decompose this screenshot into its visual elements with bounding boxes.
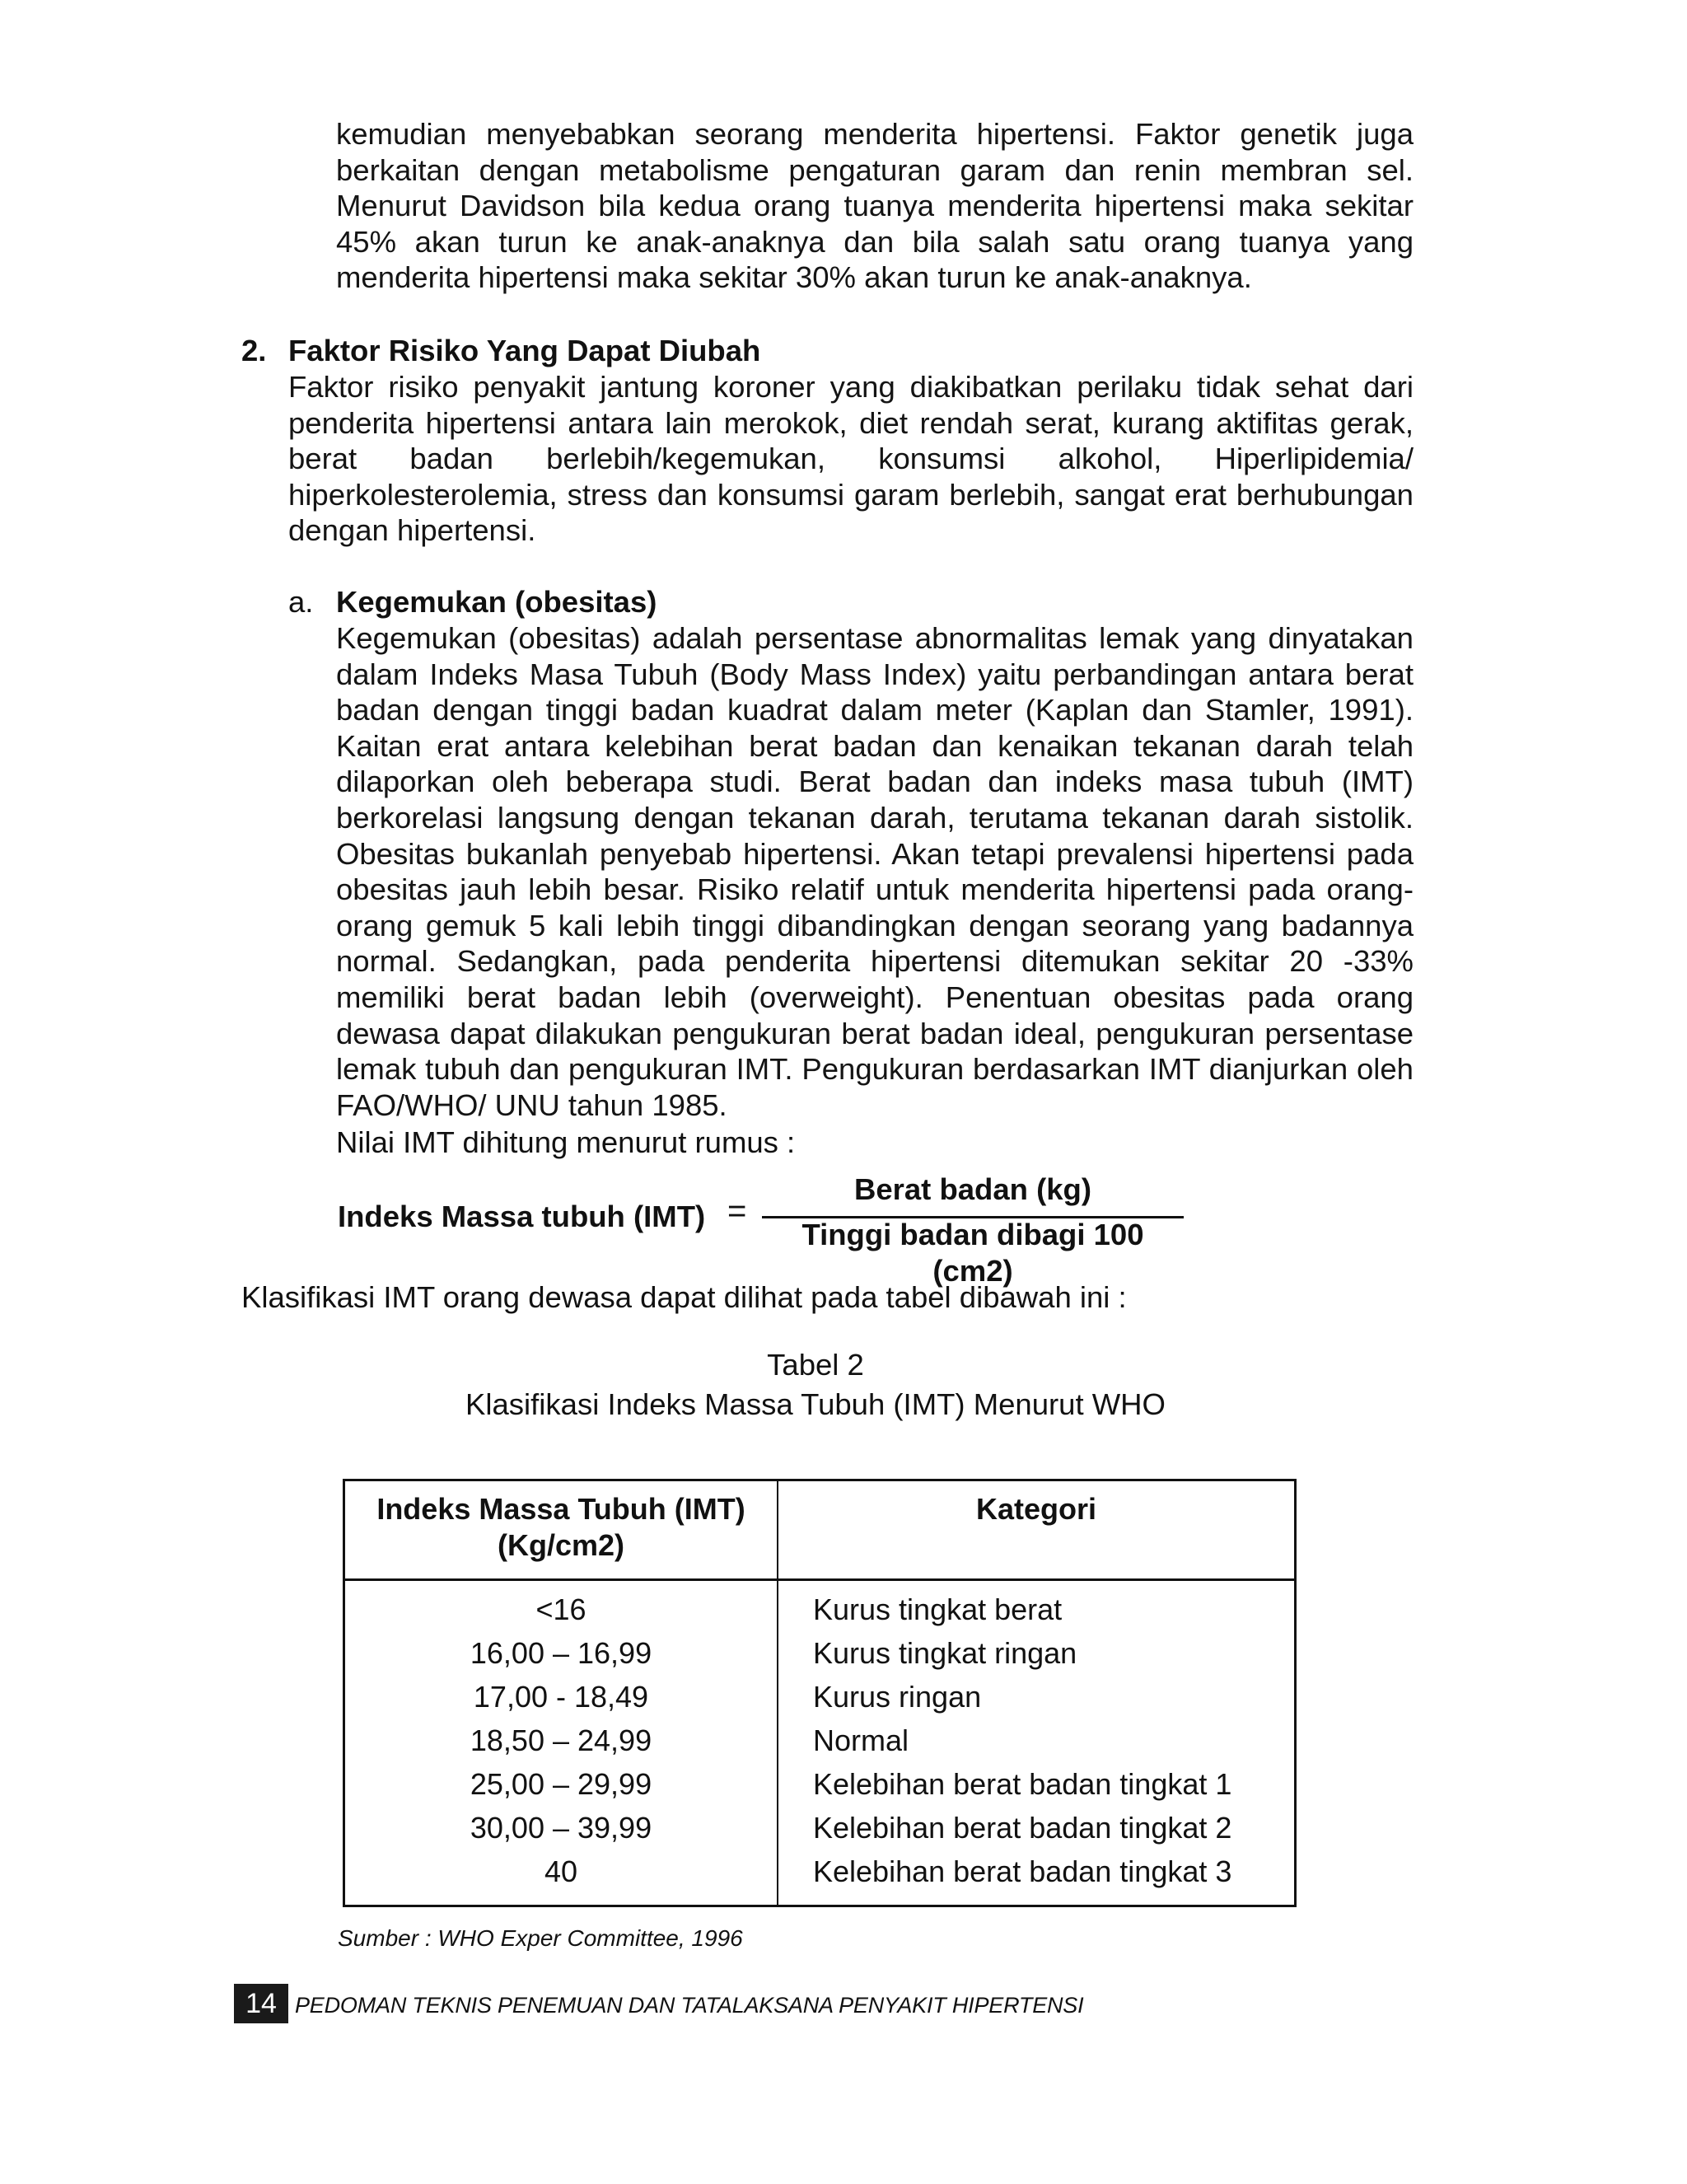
- subsection-a-number: a.: [288, 585, 314, 619]
- formula-denominator: Tinggi badan dibagi 100 (cm2): [801, 1218, 1144, 1288]
- section-2-body: Faktor risiko penyakit jantung koroner yang diakibatkan perilaku tidak sehat dari penderita hipertensi antara lain merokok, diet rendah serat, kurang aktifitas gerak, berat badan berlebih/kegemukan, konsumsi alkohol, Hiperlipidemia/ hiperkolesterolemia, stress dan konsumsi garam berlebih, sangat erat berhubungan dengan hipertensi.: [288, 370, 1414, 548]
- formula-left-side: Indeks Massa tubuh (IMT): [338, 1200, 706, 1233]
- section-2-title: Faktor Risiko Yang Dapat Diubah: [288, 334, 761, 367]
- subsection-a-body: Kegemukan (obesitas) adalah persentase abnormalitas lemak yang dinyatakan dalam Indeks Masa Tubuh (Body Mass Index) yaitu perbandingan antara berat badan dengan tinggi badan kuadrat dalam meter (Kaplan dan Stamler, 1991). Kaitan erat antara kelebihan berat badan dan kenaikan tekanan darah telah dilaporkan oleh beberapa studi. Berat badan dan indeks masa tubuh (IMT) berkorelasi langsung dengan tekanan darah, terutama tekanan darah sistolik. Obesitas bukanlah penyebab hipertensi. Akan tetapi prevalensi hipertensi pada obesitas jauh lebih besar. Risiko relatif untuk menderita hipertensi pada orang-orang gemuk 5 kali lebih tinggi dibandingkan dengan seorang yang badannya normal. Sedangkan, pada penderita hipertensi ditemukan sekitar 20 -33% memiliki berat badan lebih (overweight). Penentuan obesitas pada orang dewasa dapat dilakukan pengukuran berat badan ideal, pengukuran persentase lemak tubuh dan pengukuran IMT. Pengukuran berdasarkan IMT dianjurkan oleh FAO/WHO/ UNU tahun 1985.: [336, 621, 1414, 1122]
- table-caption-label: Tabel 2: [767, 1348, 864, 1382]
- table-header-category: Kategori: [975, 1492, 1097, 1526]
- category-cell: Normal: [813, 1723, 909, 1757]
- table-row: [345, 1850, 1294, 1894]
- formula-intro: Nilai IMT dihitung menurut rumus :: [336, 1125, 796, 1159]
- table-header-bmi: Indeks Massa Tubuh (IMT) (Kg/cm2): [376, 1492, 745, 1562]
- category-cell: Kelebihan berat badan tingkat 1: [813, 1767, 1232, 1801]
- bmi-range-cell: 16,00 – 16,99: [470, 1636, 652, 1670]
- table-header-divider: [345, 1578, 1294, 1581]
- bmi-range-cell: 40: [544, 1854, 578, 1888]
- category-cell: Kelebihan berat badan tingkat 2: [813, 1811, 1232, 1845]
- category-cell: Kurus ringan: [813, 1680, 982, 1714]
- table-caption-title: Klasifikasi Indeks Massa Tubuh (IMT) Menurut WHO: [465, 1387, 1166, 1421]
- category-cell: Kurus tingkat berat: [813, 1592, 1063, 1626]
- formula-numerator: Berat badan (kg): [854, 1172, 1091, 1206]
- table-row: [345, 1719, 1294, 1763]
- subsection-a-title: Kegemukan (obesitas): [336, 585, 657, 619]
- table-source: Sumber : WHO Exper Committee, 1996: [338, 1925, 743, 1951]
- table-row: [345, 1588, 1294, 1632]
- section-2-number: 2.: [241, 334, 267, 367]
- table-row: [345, 1763, 1294, 1807]
- category-cell: Kelebihan berat badan tingkat 3: [813, 1854, 1232, 1888]
- category-cell: Kurus tingkat ringan: [813, 1636, 1077, 1670]
- bmi-range-cell: <16: [535, 1592, 586, 1626]
- table-body: [345, 1588, 1294, 1894]
- bmi-range-cell: 18,50 – 24,99: [470, 1723, 652, 1757]
- table-row: [345, 1632, 1294, 1676]
- formula-equals-sign: =: [727, 1193, 747, 1229]
- running-footer-title: PEDOMAN TEKNIS PENEMUAN DAN TATALAKSANA PENYAKIT HIPERTENSI: [295, 1993, 1084, 2018]
- intro-paragraph: kemudian menyebabkan seorang menderita hipertensi. Faktor genetik juga berkaitan dengan metabolisme pengaturan garam dan renin membran sel. Menurut Davidson bila kedua orang tuanya menderita hipertensi maka sekitar 45% akan turun ke anak-anaknya dan bila salah satu orang tuanya yang menderita hipertensi maka sekitar 30% akan turun ke anak-anaknya.: [336, 117, 1414, 295]
- bmi-classification-table: [343, 1479, 1297, 1907]
- bmi-range-cell: 25,00 – 29,99: [470, 1767, 652, 1801]
- page-number: 14: [234, 1984, 288, 2023]
- table-intro: Klasifikasi IMT orang dewasa dapat dilihat pada tabel dibawah ini :: [241, 1280, 1127, 1314]
- table-row: [345, 1807, 1294, 1850]
- bmi-range-cell: 30,00 – 39,99: [470, 1811, 652, 1845]
- table-row: [345, 1676, 1294, 1719]
- bmi-range-cell: 17,00 - 18,49: [473, 1680, 649, 1714]
